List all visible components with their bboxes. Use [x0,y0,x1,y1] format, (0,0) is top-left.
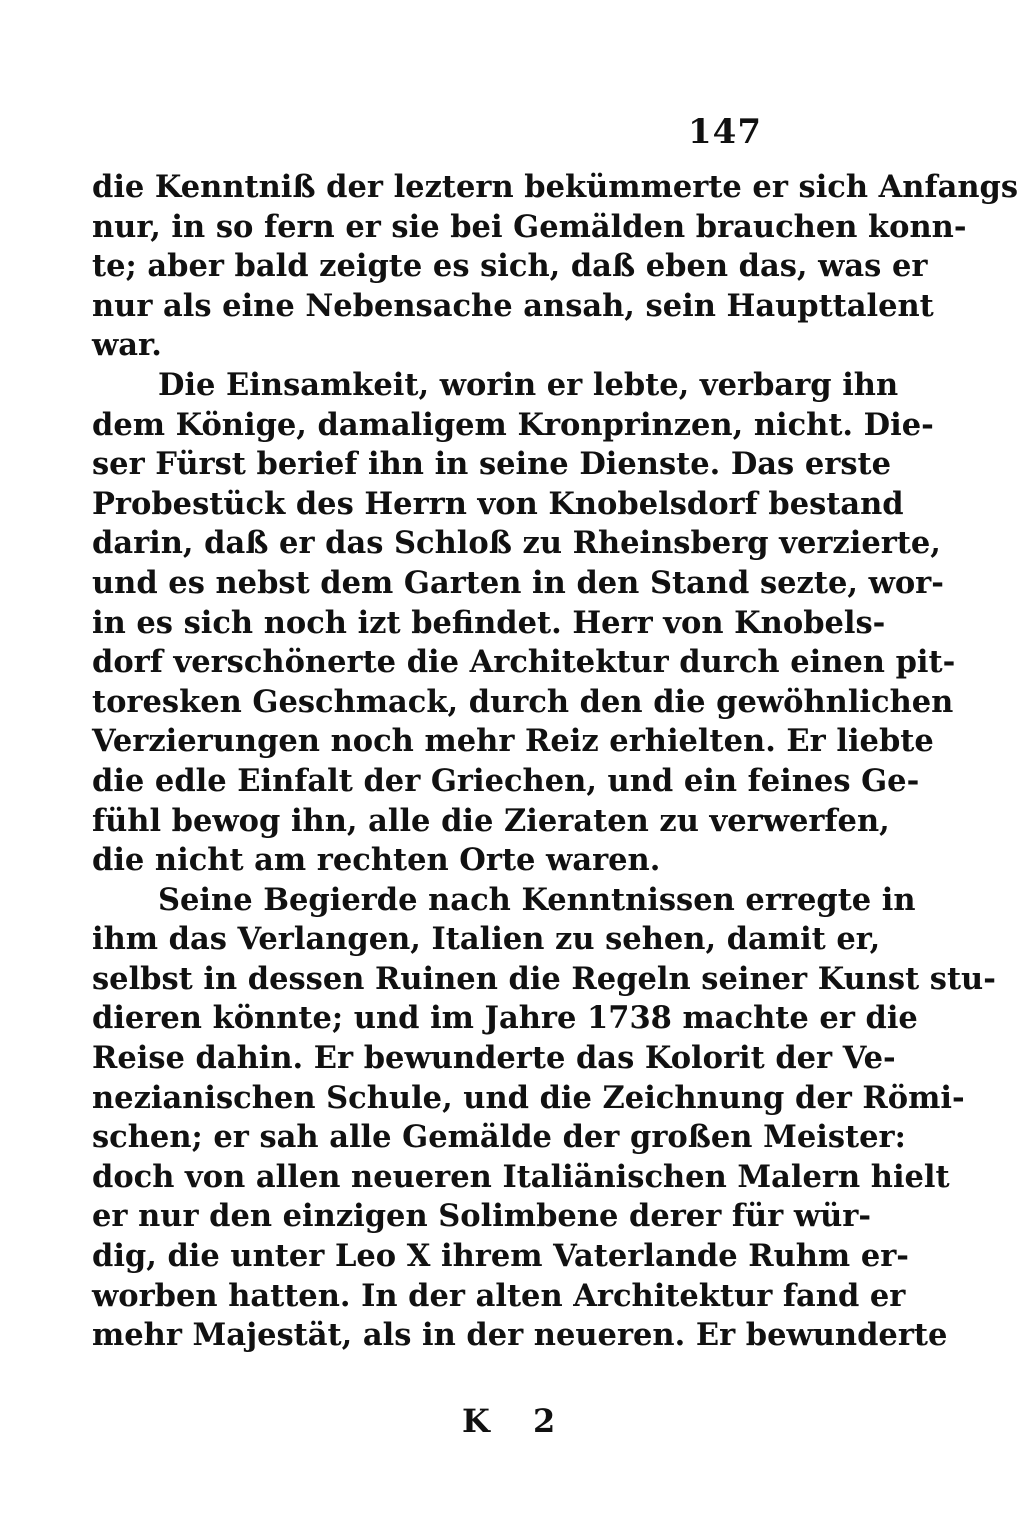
paragraph-start-line: Die Einsamkeit, worin er lebte, verbarg ihn [158,366,899,403]
text-line: und es nebst dem Garten in den Stand sezte, wor- [92,564,944,601]
text-line: te; aber bald zeigte es sich, daß eben das, was er [92,248,928,285]
text-line: Reise dahin. Er bewunderte das Kolorit der Ve- [92,1040,896,1077]
text-line: Verzierungen noch mehr Reiz erhielten. Er liebte [92,723,934,760]
text-line: darin, daß er das Schloß zu Rheinsberg verzierte, [92,525,941,562]
text-line: die nicht am rechten Orte waren. [92,842,661,879]
text-line: die Kenntniß der leztern bekümmerte er sich Anfangs [92,169,1018,205]
printer-signature-mark: K 2 [462,1402,572,1440]
text-line: die edle Einfalt der Griechen, und ein feines Ge- [92,762,920,799]
text-line: in es sich noch izt befindet. Herr von Knobels- [92,604,886,641]
text-line: worben hatten. In der alten Architektur fand er [92,1277,906,1314]
text-line: Probestück des Herrn von Knobelsdorf bestand [92,485,904,522]
text-line: mehr Majestät, als in der neueren. Er bewunderte [92,1317,948,1354]
page-number: 147 [688,112,762,152]
text-line: ser Fürst berief ihn in seine Dienste. Das erste [92,446,891,483]
text-line: nur, in so fern er sie bei Gemälden brauchen konn- [92,208,967,245]
text-line: toresken Geschmack, durch den die gewöhnlichen [92,683,954,720]
text-line: ihm das Verlangen, Italien zu sehen, damit er, [92,921,881,958]
text-line: schen; er sah alle Gemälde der großen Meister: [92,1119,906,1156]
paragraph-start-line: Seine Begierde nach Kenntnissen erregte in [158,881,916,918]
text-line: dorf verschönerte die Architektur durch einen pit- [92,644,956,681]
text-line: selbst in dessen Ruinen die Regeln seiner Kunst stu- [92,960,996,997]
text-line: nezianischen Schule, und die Zeichnung der Römi- [92,1079,965,1116]
text-line: fühl bewog ihn, alle die Zieraten zu verwerfen, [92,802,890,839]
text-line: dieren könnte; und im Jahre 1738 machte er die [92,1000,918,1037]
text-line: doch von allen neueren Italiänischen Malern hielt [92,1158,950,1195]
text-line: dem Könige, damaligem Kronprinzen, nicht. Die- [92,406,934,443]
body-text [92,168,1018,1356]
text-line: war. [92,327,162,364]
text-line: er nur den einzigen Solimbene derer für wür- [92,1198,872,1235]
text-line: nur als eine Nebensache ansah, sein Haupttalent [92,287,934,324]
text-line: dig, die unter Leo X ihrem Vaterlande Ruhm er- [92,1238,909,1275]
